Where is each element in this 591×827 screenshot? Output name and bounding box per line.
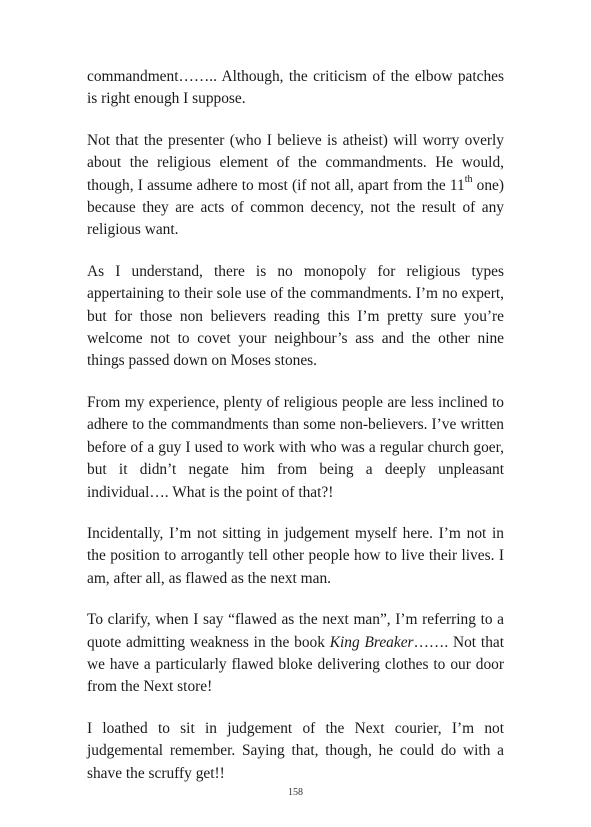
paragraph-text: ……. Not that we have a particularly flawed bloke delivering clothes to our door from the Next store!: [87, 633, 504, 696]
paragraph-text: Not that the presenter (who I believe is atheist) will worry overly about the religious element of the commandments. He would, though, I assume adhere to most (if not all, apart from the 11: [87, 131, 504, 194]
paragraph: Incidentally, I’m not sitting in judgement myself here. I’m not in the position to arrogantly tell other people how to live their lives. I am, after all, as flawed as the next man.: [87, 524, 504, 587]
paragraph: commandment…….. Although, the criticism of the elbow patches is right enough I suppose.: [87, 68, 504, 108]
paragraph: I loathed to sit in judgement of the Next courier, I’m not judgemental remember. Saying that, though, he could do with a shave the scruffy get!!: [87, 719, 504, 782]
book-title: King Breaker: [329, 633, 414, 651]
paragraph: [87, 130, 504, 242]
paragraph: From my experience, plenty of religious people are less inclined to adhere to the commandments than some non-believers. I’ve written before of a guy I used to work with who was a regular church goer, but it didn’t negate him from being a deeply unpleasant individual…. What is the point of that?!: [87, 393, 504, 501]
paragraph: As I understand, there is no monopoly for religious types appertaining to their sole use of the commandments. I’m no expert, but for those non believers reading this I’m pretty sure you’re welcome not to covet your neighbour’s ass and the other nine things passed down on Moses stones.: [87, 262, 504, 370]
paragraph: [87, 609, 504, 699]
page-number: 158: [288, 787, 303, 798]
ordinal-suffix: th: [464, 173, 473, 185]
page-body: [87, 66, 504, 804]
paragraph-text: one) because they are acts of common decency, not the result of any religious want.: [87, 176, 504, 239]
paragraph-text: To clarify, when I say “flawed as the next man”, I’m referring to a quote admitting weakness in the book: [87, 611, 504, 651]
